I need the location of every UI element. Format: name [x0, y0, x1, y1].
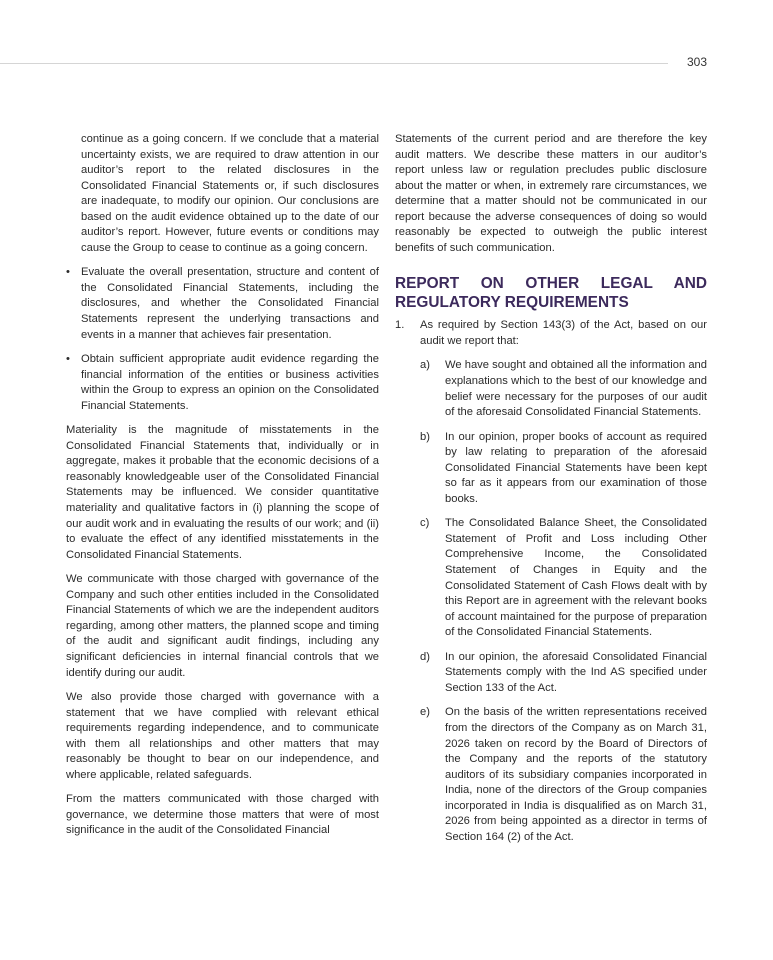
sub-item-d — [395, 650, 707, 697]
continued-paragraph: Statements of the current period and are therefore the key audit matters. We describe these matters in our auditor’s report unless law or regulation precludes public disclosure about the matter or when, in extremely rare circumstances, we determine that a matter should not be communicated in our report because the adverse consequences of doing so would reasonably be expected to outweigh the public interest benefits of such communication. — [395, 133, 707, 254]
right-column — [395, 132, 707, 845]
materiality-paragraph: Materiality is the magnitude of misstatements in the Consolidated Financial Statements that, individually or in aggregate, makes it probable that the economic decisions of a reasonably knowledgeable user of the Consolidated Financial Statements may be influenced. We consider quantitative materiality and qualitative factors in (i) planning the scope of our audit work and in evaluating the results of our work; and (ii) to evaluate the effect of any identified misstatements in the Consolidated Financial Statements. — [66, 424, 379, 561]
sub-item-letter: e) — [420, 706, 430, 719]
continued-paragraph: continue as a going concern. If we conclude that a material uncertainty exists, we are required to draw attention in our auditor’s report to the related disclosures in the Consolidated Financial Statements or, if such disclosures are inadequate, to modify our opinion. Our conclusions are based on the audit evidence obtained up to the date of our auditor’s report. However, future events or conditions may cause the Group to cease to continue as a going concern. — [81, 133, 379, 254]
left-column — [66, 132, 379, 839]
sub-item-b — [395, 430, 707, 508]
governance-communication-paragraph: We communicate with those charged with governance of the Company and such other entities included in the Consolidated Financial Statements of which we are the independent auditors regarding, among other matters, the planned scope and timing of the audit and significant audit findings, including any significant deficiencies in internal financial controls that we identify during our audit. — [66, 573, 379, 679]
key-matters-paragraph: From the matters communicated with those charged with governance, we determine those matters that were of most significance in the audit of the Consolidated Financial — [66, 793, 379, 837]
item-number: 1. — [395, 319, 405, 332]
bullet-item — [66, 265, 379, 343]
sub-item-c — [395, 516, 707, 640]
sub-item-text: On the basis of the written representations received from the directors of the Company as on March 31, 2026 taken on record by the Board of Directors of the Company and the reports of the statutory auditors of its subsidiary companies incorporated in India, none of the directors of the Group companies incorporated in India is disqualified as on March 31, 2026 from being appointed as a director in terms of Section 164 (2) of the Act. — [445, 706, 707, 843]
sub-item-text: We have sought and obtained all the information and explanations which to the best of our knowledge and belief were necessary for the purposes of our audit of the aforesaid Consolidated Financial Statements. — [445, 359, 707, 419]
page-number: 303 — [686, 55, 707, 69]
sub-item-text: In our opinion, the aforesaid Consolidated Financial Statements comply with the Ind AS specified under Section 133 of the Act. — [445, 650, 707, 694]
header-rule — [0, 63, 668, 64]
section-heading: REPORT ON OTHER LEGAL AND REGULATORY REQUIREMENTS — [395, 275, 707, 312]
sub-item-letter: c) — [420, 517, 430, 530]
sub-item-e — [395, 705, 707, 845]
sub-item-letter: a) — [420, 359, 430, 372]
bullet-marker: • — [66, 353, 70, 366]
bullet-text: Obtain sufficient appropriate audit evidence regarding the financial information of the entities or business activities within the Group to express an opinion on the Consolidated Financial Statements. — [81, 353, 379, 412]
sub-item-letter: b) — [420, 430, 430, 443]
sub-item-letter: d) — [420, 650, 430, 663]
independence-paragraph: We also provide those charged with governance with a statement that we have complied with relevant ethical requirements regarding independence, and to communicate with them all relationships and other matters that may reasonably be thought to bear on our independence, and where applicable, related safeguards. — [66, 691, 379, 781]
bullet-marker: • — [66, 266, 70, 279]
item-text: As required by Section 143(3) of the Act, based on our audit we report that: — [420, 319, 707, 347]
bullet-text: Evaluate the overall presentation, structure and content of the Consolidated Financial Statements, including the disclosures, and whether the Consolidated Financial Statements represent the underlying transactions and events in a manner that achieves fair presentation. — [81, 266, 379, 341]
sub-item-a — [395, 358, 707, 420]
sub-item-text: In our opinion, proper books of account as required by law relating to preparation of the aforesaid Consolidated Financial Statements have been kept so far as it appears from our examination of those books. — [445, 430, 707, 505]
sub-item-text: The Consolidated Balance Sheet, the Consolidated Statement of Profit and Loss including Other Comprehensive Income, the Consolidated Statement of Changes in Equity and the Consolidated Statement of Cash Flows dealt with by this Report are in agreement with the relevant books of account maintained for the purpose of preparation of the Consolidated Financial Statements. — [445, 517, 707, 639]
numbered-item — [395, 318, 707, 349]
bullet-item — [66, 352, 379, 414]
